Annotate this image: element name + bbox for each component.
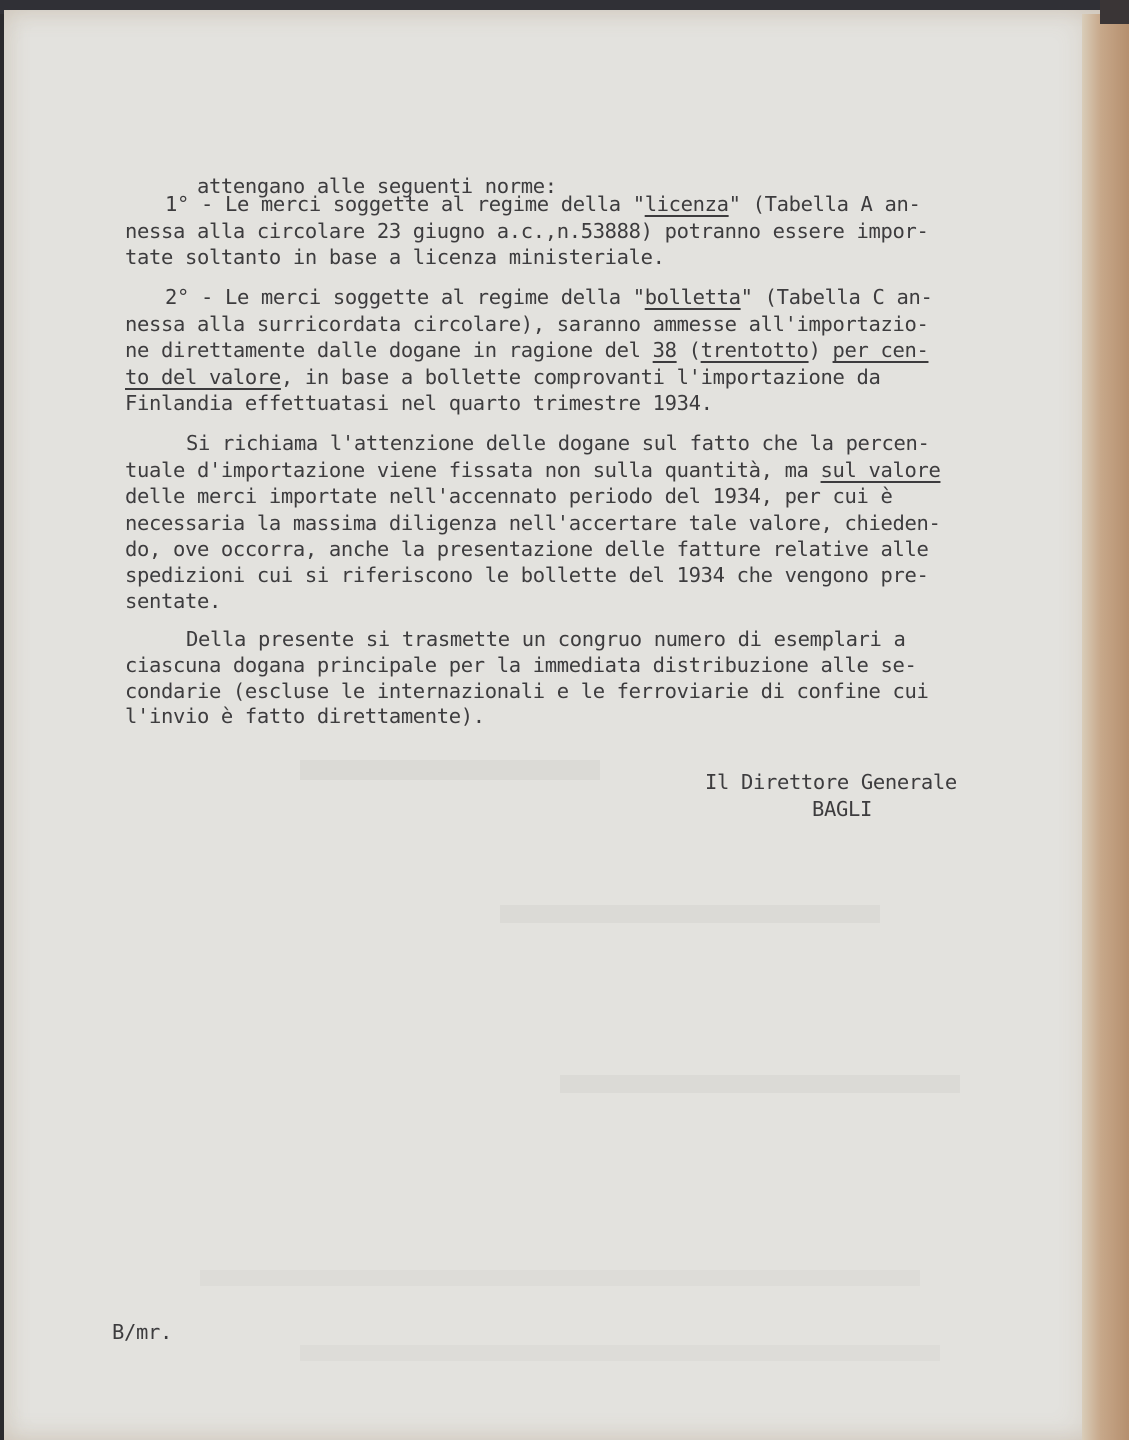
intro-line: attengano alle seguenti norme: (196, 174, 557, 198)
signature-title: Il Direttore Generale (705, 770, 957, 794)
signature-name: BAGLI (812, 797, 872, 821)
paragraph-4-line-2: ciascuna dogana principale per la immediata distribuzione alle se- (125, 653, 917, 677)
reference-initials: B/mr. (112, 1320, 172, 1344)
paragraph-3-line-1: Si richiama l'attenzione delle dogane sul fatto che la percen- (186, 431, 930, 455)
paragraph-2-line-4: to del valore, in base a bollette comprovanti l'importazione da (125, 365, 881, 389)
paragraph-2-line-5: Finlandia effettuatasi nel quarto trimestre 1934. (125, 391, 713, 415)
underlined-licenza: licenza (644, 192, 729, 216)
paragraph-3-line-3: delle merci importate nell'accennato periodo del 1934, per cui è (125, 484, 893, 508)
paragraph-2-line-2: nessa alla surricordata circolare), saranno ammesse all'importazio- (125, 312, 929, 336)
paragraph-2-line-1: 2° - Le merci soggette al regime della "bolletta" (Tabella C an- (165, 285, 933, 309)
underlined-trentotto: trentotto (700, 338, 809, 362)
paragraph-3-line-7: sentate. (125, 589, 221, 613)
paragraph-3-line-4: necessaria la massima diligenza nell'accertare tale valore, chieden- (125, 511, 941, 535)
paragraph-4-line-4: l'invio è fatto direttamente). (125, 704, 485, 728)
underlined-del-valore: to del valore (125, 365, 281, 389)
paragraph-4-line-3: condarie (escluse le internazionali e le ferroviarie di confine cui (125, 679, 929, 703)
underlined-bolletta: bolletta (644, 285, 741, 309)
paragraph-3-line-5: do, ove occorra, anche la presentazione delle fatture relative alle (125, 537, 929, 561)
paragraph-3-line-6: spedizioni cui si riferiscono le bollette del 1934 che vengono pre- (125, 563, 929, 587)
underlined-38: 38 (652, 338, 677, 362)
paragraph-1-line-2: nessa alla circolare 23 giugno a.c.,n.53888) potranno essere impor- (125, 219, 929, 243)
underlined-per-cento: per cen- (832, 338, 929, 362)
paragraph-1-line-3: tate soltanto in base a licenza ministeriale. (125, 245, 665, 269)
paragraph-3-line-2: tuale d'importazione viene fissata non sulla quantità, ma sul valore (125, 458, 941, 482)
underlined-sul-valore: sul valore (820, 458, 941, 482)
paragraph-2-line-3: ne direttamente dalle dogane in ragione del 38 (trentotto) per cen- (125, 338, 929, 362)
paragraph-1-line-1: 1° - Le merci soggette al regime della "licenza" (Tabella A an- (165, 192, 921, 216)
paragraph-4-line-1: Della presente si trasmette un congruo numero di esemplari a (186, 627, 906, 651)
